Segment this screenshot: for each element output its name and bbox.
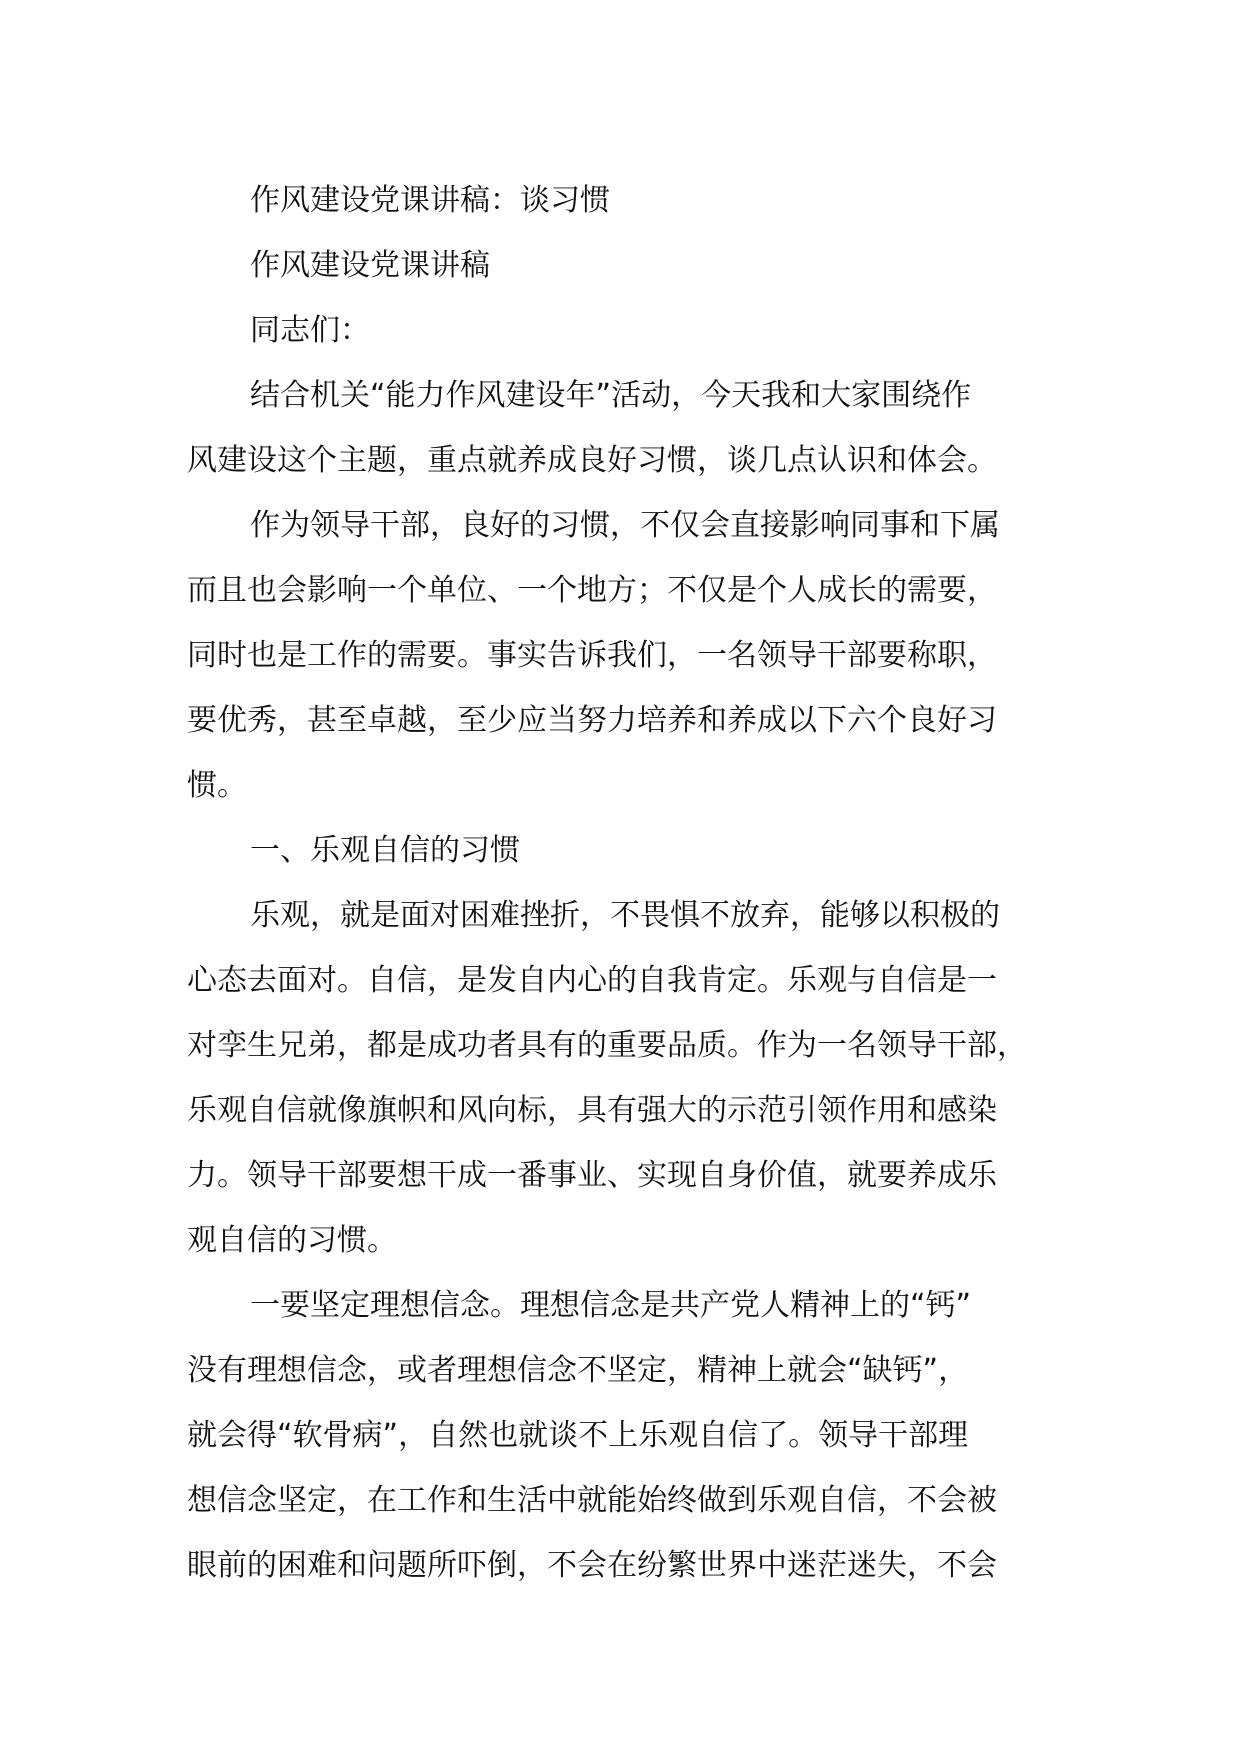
text-line: 作为领导干部，良好的习惯，不仅会直接影响同事和下属 (250, 508, 1000, 543)
text-line: 对孪生兄弟，都是成功者具有的重要品质。作为一名领导干部， (187, 1028, 1027, 1063)
text-line: 要优秀，甚至卓越，至少应当努力培养和养成以下六个良好习 (187, 703, 997, 738)
salutation: 同志们： (250, 313, 370, 348)
text-line: 乐观自信就像旗帜和风向标，具有强大的示范引领作用和感染 (187, 1093, 997, 1128)
document-body (187, 168, 1067, 1598)
section-heading: 一、乐观自信的习惯 (250, 833, 520, 868)
text-line: 风建设这个主题，重点就养成良好习惯，谈几点认识和体会。 (187, 443, 997, 478)
text-line: 而且也会影响一个单位、一个地方；不仅是个人成长的需要， (187, 573, 997, 608)
text-line: 观自信的习惯。 (187, 1223, 397, 1258)
document-subtitle: 作风建设党课讲稿 (250, 248, 490, 283)
text-line: 同时也是工作的需要。事实告诉我们，一名领导干部要称职， (187, 638, 997, 673)
text-line: 就会得“软骨病”，自然也就谈不上乐观自信了。领导干部理 (187, 1418, 969, 1453)
text-line: 没有理想信念，或者理想信念不坚定，精神上就会“缺钙”， (187, 1353, 969, 1388)
text-line: 惯。 (187, 768, 247, 803)
document-title: 作风建设党课讲稿：谈习惯 (250, 183, 610, 218)
text-line: 一要坚定理想信念。理想信念是共产党人精神上的“钙” (250, 1288, 972, 1323)
text-line: 结合机关“能力作风建设年”活动，今天我和大家围绕作 (250, 378, 972, 413)
text-line: 想信念坚定，在工作和生活中就能始终做到乐观自信，不会被 (187, 1483, 997, 1518)
text-line: 心态去面对。自信，是发自内心的自我肯定。乐观与自信是一 (187, 963, 997, 998)
text-line: 乐观，就是面对困难挫折，不畏惧不放弃，能够以积极的 (250, 898, 1000, 933)
text-line: 眼前的困难和问题所吓倒，不会在纷繁世界中迷茫迷失，不会 (187, 1548, 997, 1583)
text-line: 力。领导干部要想干成一番事业、实现自身价值，就要养成乐 (187, 1158, 997, 1193)
